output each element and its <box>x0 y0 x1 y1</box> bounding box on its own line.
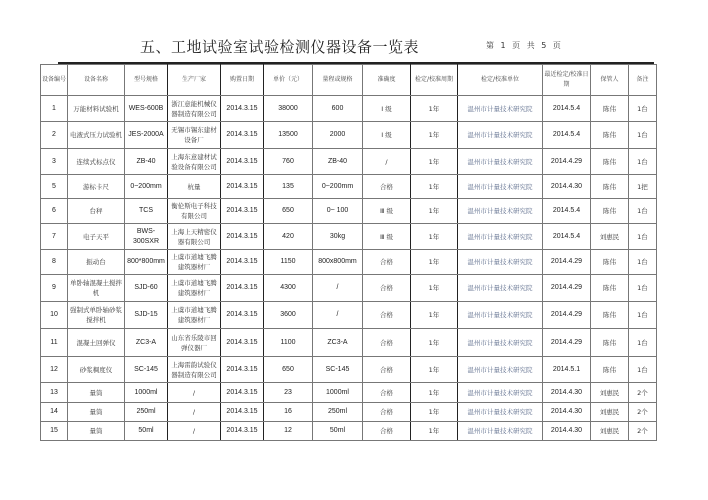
cell-manufacturer: / <box>168 403 221 422</box>
cell-cal-unit: 温州市计量技术研究院 <box>458 403 543 422</box>
cell-model: 1000ml <box>125 383 168 403</box>
table-row <box>41 175 657 199</box>
cell-last-cal-date: 2014.4.29 <box>543 275 591 302</box>
cell-id: 15 <box>41 422 68 441</box>
cell-manufacturer: 杭量 <box>168 175 221 199</box>
cell-purchase-date: 2014.3.15 <box>221 149 264 175</box>
cell-purchase-date: 2014.3.15 <box>221 224 264 250</box>
cell-manufacturer: 上虞市道墟飞腾建筑器材厂 <box>168 302 221 329</box>
cell-manufacturer: 上海东意建材试验设备有限公司 <box>168 149 221 175</box>
header-last-cal-date: 最近检定/校准日期 <box>543 65 591 96</box>
cell-remarks: 1台 <box>629 224 657 250</box>
cell-unit-price: 420 <box>264 224 313 250</box>
cell-remarks: 1台 <box>629 250 657 275</box>
cell-manufacturer: 上海雷韵试验仪器制造有限公司 <box>168 357 221 383</box>
cell-purchase-date: 2014.3.15 <box>221 422 264 441</box>
cell-cal-period: 1年 <box>411 403 458 422</box>
cell-id: 11 <box>41 329 68 357</box>
header-remarks: 备注 <box>629 65 657 96</box>
cell-manufacturer: 上虞市道墟飞腾建筑器材厂 <box>168 250 221 275</box>
cell-cal-period: 1年 <box>411 224 458 250</box>
cell-last-cal-date: 2014.4.30 <box>543 403 591 422</box>
cell-range: SC-145 <box>313 357 363 383</box>
cell-range: ZC3-A <box>313 329 363 357</box>
page-info: 第 1 页 共 5 页 <box>486 41 561 50</box>
cell-accuracy: 合格 <box>363 175 411 199</box>
cell-unit-price: 4300 <box>264 275 313 302</box>
cell-unit-price: 3600 <box>264 302 313 329</box>
header-name: 设备名称 <box>68 65 125 96</box>
cell-purchase-date: 2014.3.15 <box>221 199 264 224</box>
cell-range: ZB-40 <box>313 149 363 175</box>
cell-remarks: 1台 <box>629 149 657 175</box>
cell-remarks: 2个 <box>629 383 657 403</box>
cell-name: 振动台 <box>68 250 125 275</box>
cell-id: 1 <box>41 96 68 122</box>
header-model: 型号规格 <box>125 65 168 96</box>
table-row <box>41 383 657 403</box>
cell-id: 13 <box>41 383 68 403</box>
cell-purchase-date: 2014.3.15 <box>221 122 264 149</box>
table-row <box>41 250 657 275</box>
cell-purchase-date: 2014.3.15 <box>221 403 264 422</box>
cell-range: 0~200mm <box>313 175 363 199</box>
cell-id: 5 <box>41 175 68 199</box>
cell-manufacturer: / <box>168 422 221 441</box>
cell-manufacturer: 无锡市锡东建材设备厂 <box>168 122 221 149</box>
cell-accuracy: 合格 <box>363 422 411 441</box>
cell-last-cal-date: 2014.5.4 <box>543 122 591 149</box>
cell-model: WES-600B <box>125 96 168 122</box>
cell-remarks: 1台 <box>629 357 657 383</box>
cell-custodian: 刘惠民 <box>591 422 629 441</box>
cell-name: 混凝土回弹仪 <box>68 329 125 357</box>
cell-custodian: 陈伟 <box>591 275 629 302</box>
cell-remarks: 1台 <box>629 329 657 357</box>
table-row <box>41 329 657 357</box>
cell-accuracy: 合格 <box>363 329 411 357</box>
cell-model: 0~200mm <box>125 175 168 199</box>
cell-manufacturer: 上虞市道墟飞腾建筑器材厂 <box>168 275 221 302</box>
cell-remarks: 1把 <box>629 175 657 199</box>
header-accuracy: 准确度 <box>363 65 411 96</box>
cell-remarks: 1台 <box>629 96 657 122</box>
cell-custodian: 陈伟 <box>591 96 629 122</box>
cell-custodian: 陈伟 <box>591 199 629 224</box>
cell-cal-period: 1年 <box>411 329 458 357</box>
cell-id: 10 <box>41 302 68 329</box>
cell-accuracy: 合格 <box>363 302 411 329</box>
cell-unit-price: 12 <box>264 422 313 441</box>
cell-range: / <box>313 275 363 302</box>
cell-name: 万能材料试验机 <box>68 96 125 122</box>
cell-purchase-date: 2014.3.15 <box>221 329 264 357</box>
cell-cal-period: 1年 <box>411 250 458 275</box>
cell-cal-unit: 温州市计量技术研究院 <box>458 250 543 275</box>
cell-id: 14 <box>41 403 68 422</box>
cell-cal-period: 1年 <box>411 199 458 224</box>
cell-custodian: 刘惠民 <box>591 383 629 403</box>
cell-model: TCS <box>125 199 168 224</box>
cell-accuracy: / <box>363 149 411 175</box>
cell-accuracy: Ⅲ 级 <box>363 224 411 250</box>
cell-unit-price: 23 <box>264 383 313 403</box>
header-cal-period: 检定/校准周期 <box>411 65 458 96</box>
cell-cal-period: 1年 <box>411 422 458 441</box>
header-custodian: 保管人 <box>591 65 629 96</box>
cell-purchase-date: 2014.3.15 <box>221 250 264 275</box>
cell-manufacturer: 浙江意能机械仪器制造有限公司 <box>168 96 221 122</box>
cell-name: 台秤 <box>68 199 125 224</box>
cell-model: ZB-40 <box>125 149 168 175</box>
table-header-row <box>41 65 657 96</box>
header-cal-unit: 检定/校准单位 <box>458 65 543 96</box>
cell-last-cal-date: 2014.4.29 <box>543 329 591 357</box>
cell-cal-unit: 温州市计量技术研究院 <box>458 149 543 175</box>
cell-unit-price: 1150 <box>264 250 313 275</box>
cell-remarks: 1台 <box>629 275 657 302</box>
cell-purchase-date: 2014.3.15 <box>221 383 264 403</box>
cell-last-cal-date: 2014.4.29 <box>543 149 591 175</box>
cell-id: 6 <box>41 199 68 224</box>
cell-unit-price: 38000 <box>264 96 313 122</box>
cell-last-cal-date: 2014.5.4 <box>543 224 591 250</box>
header-unit-price: 单价（元） <box>264 65 313 96</box>
cell-unit-price: 13500 <box>264 122 313 149</box>
cell-accuracy: 合格 <box>363 383 411 403</box>
cell-name: 量筒 <box>68 403 125 422</box>
cell-name: 游标卡尺 <box>68 175 125 199</box>
cell-custodian: 陈伟 <box>591 122 629 149</box>
table-row <box>41 122 657 149</box>
cell-model: BWS-300SXR <box>125 224 168 250</box>
cell-model: SJD-60 <box>125 275 168 302</box>
document-title: 五、工地试验室试验检测仪器设备一览表 <box>140 38 420 56</box>
cell-model: JES-2000A <box>125 122 168 149</box>
cell-unit-price: 650 <box>264 199 313 224</box>
table-row <box>41 422 657 441</box>
cell-cal-unit: 温州市计量技术研究院 <box>458 224 543 250</box>
cell-unit-price: 135 <box>264 175 313 199</box>
cell-range: 800x800mm <box>313 250 363 275</box>
table-row <box>41 96 657 122</box>
cell-last-cal-date: 2014.4.30 <box>543 175 591 199</box>
equipment-table <box>40 64 657 441</box>
cell-id: 8 <box>41 250 68 275</box>
cell-range: / <box>313 302 363 329</box>
cell-accuracy: 合格 <box>363 403 411 422</box>
cell-id: 9 <box>41 275 68 302</box>
cell-name: 单卧轴混凝土搅拌机 <box>68 275 125 302</box>
table-row <box>41 275 657 302</box>
table-row <box>41 199 657 224</box>
cell-cal-unit: 温州市计量技术研究院 <box>458 329 543 357</box>
cell-name: 电液式压力试验机 <box>68 122 125 149</box>
cell-id: 3 <box>41 149 68 175</box>
cell-cal-unit: 温州市计量技术研究院 <box>458 383 543 403</box>
cell-name: 连续式标点仪 <box>68 149 125 175</box>
cell-manufacturer: 衡伦斯电子科技有限公司 <box>168 199 221 224</box>
cell-name: 量筒 <box>68 422 125 441</box>
cell-accuracy: 合格 <box>363 250 411 275</box>
cell-model: 250ml <box>125 403 168 422</box>
cell-unit-price: 1100 <box>264 329 313 357</box>
cell-remarks: 2个 <box>629 403 657 422</box>
cell-last-cal-date: 2014.5.4 <box>543 96 591 122</box>
table-row <box>41 149 657 175</box>
cell-cal-period: 1年 <box>411 383 458 403</box>
cell-name: 量筒 <box>68 383 125 403</box>
cell-cal-unit: 温州市计量技术研究院 <box>458 302 543 329</box>
cell-id: 2 <box>41 122 68 149</box>
cell-cal-unit: 温州市计量技术研究院 <box>458 422 543 441</box>
cell-accuracy: Ⅰ 级 <box>363 122 411 149</box>
table-row <box>41 403 657 422</box>
cell-id: 7 <box>41 224 68 250</box>
cell-cal-period: 1年 <box>411 357 458 383</box>
cell-remarks: 1台 <box>629 122 657 149</box>
cell-model: SJD-15 <box>125 302 168 329</box>
cell-cal-unit: 温州市计量技术研究院 <box>458 199 543 224</box>
cell-cal-period: 1年 <box>411 96 458 122</box>
cell-name: 电子天平 <box>68 224 125 250</box>
cell-custodian: 陈伟 <box>591 250 629 275</box>
cell-custodian: 陈伟 <box>591 175 629 199</box>
cell-cal-period: 1年 <box>411 275 458 302</box>
table-row <box>41 357 657 383</box>
cell-range: 0~ 100 <box>313 199 363 224</box>
cell-accuracy: 合格 <box>363 357 411 383</box>
cell-last-cal-date: 2014.4.29 <box>543 250 591 275</box>
cell-cal-period: 1年 <box>411 302 458 329</box>
cell-remarks: 2个 <box>629 422 657 441</box>
header-manufacturer: 生产厂家 <box>168 65 221 96</box>
cell-id: 12 <box>41 357 68 383</box>
cell-cal-unit: 温州市计量技术研究院 <box>458 175 543 199</box>
cell-model: SC-145 <box>125 357 168 383</box>
cell-unit-price: 760 <box>264 149 313 175</box>
cell-cal-unit: 温州市计量技术研究院 <box>458 122 543 149</box>
cell-accuracy: Ⅲ 级 <box>363 199 411 224</box>
cell-range: 30kg <box>313 224 363 250</box>
cell-range: 2000 <box>313 122 363 149</box>
cell-name: 强制式单卧轴砂浆搅拌机 <box>68 302 125 329</box>
header-range: 量程或规格 <box>313 65 363 96</box>
cell-range: 250ml <box>313 403 363 422</box>
cell-last-cal-date: 2014.5.1 <box>543 357 591 383</box>
cell-purchase-date: 2014.3.15 <box>221 96 264 122</box>
cell-manufacturer: 上海上天精密仪器有限公司 <box>168 224 221 250</box>
cell-last-cal-date: 2014.5.4 <box>543 199 591 224</box>
cell-cal-unit: 温州市计量技术研究院 <box>458 357 543 383</box>
cell-last-cal-date: 2014.4.29 <box>543 302 591 329</box>
table-row <box>41 224 657 250</box>
cell-accuracy: 合格 <box>363 275 411 302</box>
cell-cal-unit: 温州市计量技术研究院 <box>458 275 543 302</box>
cell-purchase-date: 2014.3.15 <box>221 175 264 199</box>
cell-model: 50ml <box>125 422 168 441</box>
cell-cal-period: 1年 <box>411 175 458 199</box>
cell-custodian: 刘惠民 <box>591 224 629 250</box>
cell-range: 50ml <box>313 422 363 441</box>
cell-unit-price: 650 <box>264 357 313 383</box>
cell-custodian: 陈伟 <box>591 149 629 175</box>
cell-cal-unit: 温州市计量技术研究院 <box>458 96 543 122</box>
cell-range: 600 <box>313 96 363 122</box>
cell-custodian: 刘惠民 <box>591 403 629 422</box>
cell-name: 砂浆稠度仪 <box>68 357 125 383</box>
header-purchase-date: 购置日期 <box>221 65 264 96</box>
cell-custodian: 陈伟 <box>591 302 629 329</box>
cell-manufacturer: 山东省乐陵市回弹仪器厂 <box>168 329 221 357</box>
table-row <box>41 302 657 329</box>
cell-purchase-date: 2014.3.15 <box>221 275 264 302</box>
header-id: 设备编号 <box>41 65 68 96</box>
cell-accuracy: Ⅰ 级 <box>363 96 411 122</box>
cell-custodian: 陈伟 <box>591 329 629 357</box>
cell-purchase-date: 2014.3.15 <box>221 302 264 329</box>
cell-remarks: 1台 <box>629 302 657 329</box>
cell-cal-period: 1年 <box>411 149 458 175</box>
cell-custodian: 陈伟 <box>591 357 629 383</box>
cell-manufacturer: / <box>168 383 221 403</box>
cell-model: ZC3-A <box>125 329 168 357</box>
cell-purchase-date: 2014.3.15 <box>221 357 264 383</box>
cell-range: 1000ml <box>313 383 363 403</box>
cell-remarks: 1台 <box>629 199 657 224</box>
cell-cal-period: 1年 <box>411 122 458 149</box>
cell-unit-price: 16 <box>264 403 313 422</box>
cell-last-cal-date: 2014.4.30 <box>543 383 591 403</box>
cell-model: 800*800mm <box>125 250 168 275</box>
cell-last-cal-date: 2014.4.30 <box>543 422 591 441</box>
